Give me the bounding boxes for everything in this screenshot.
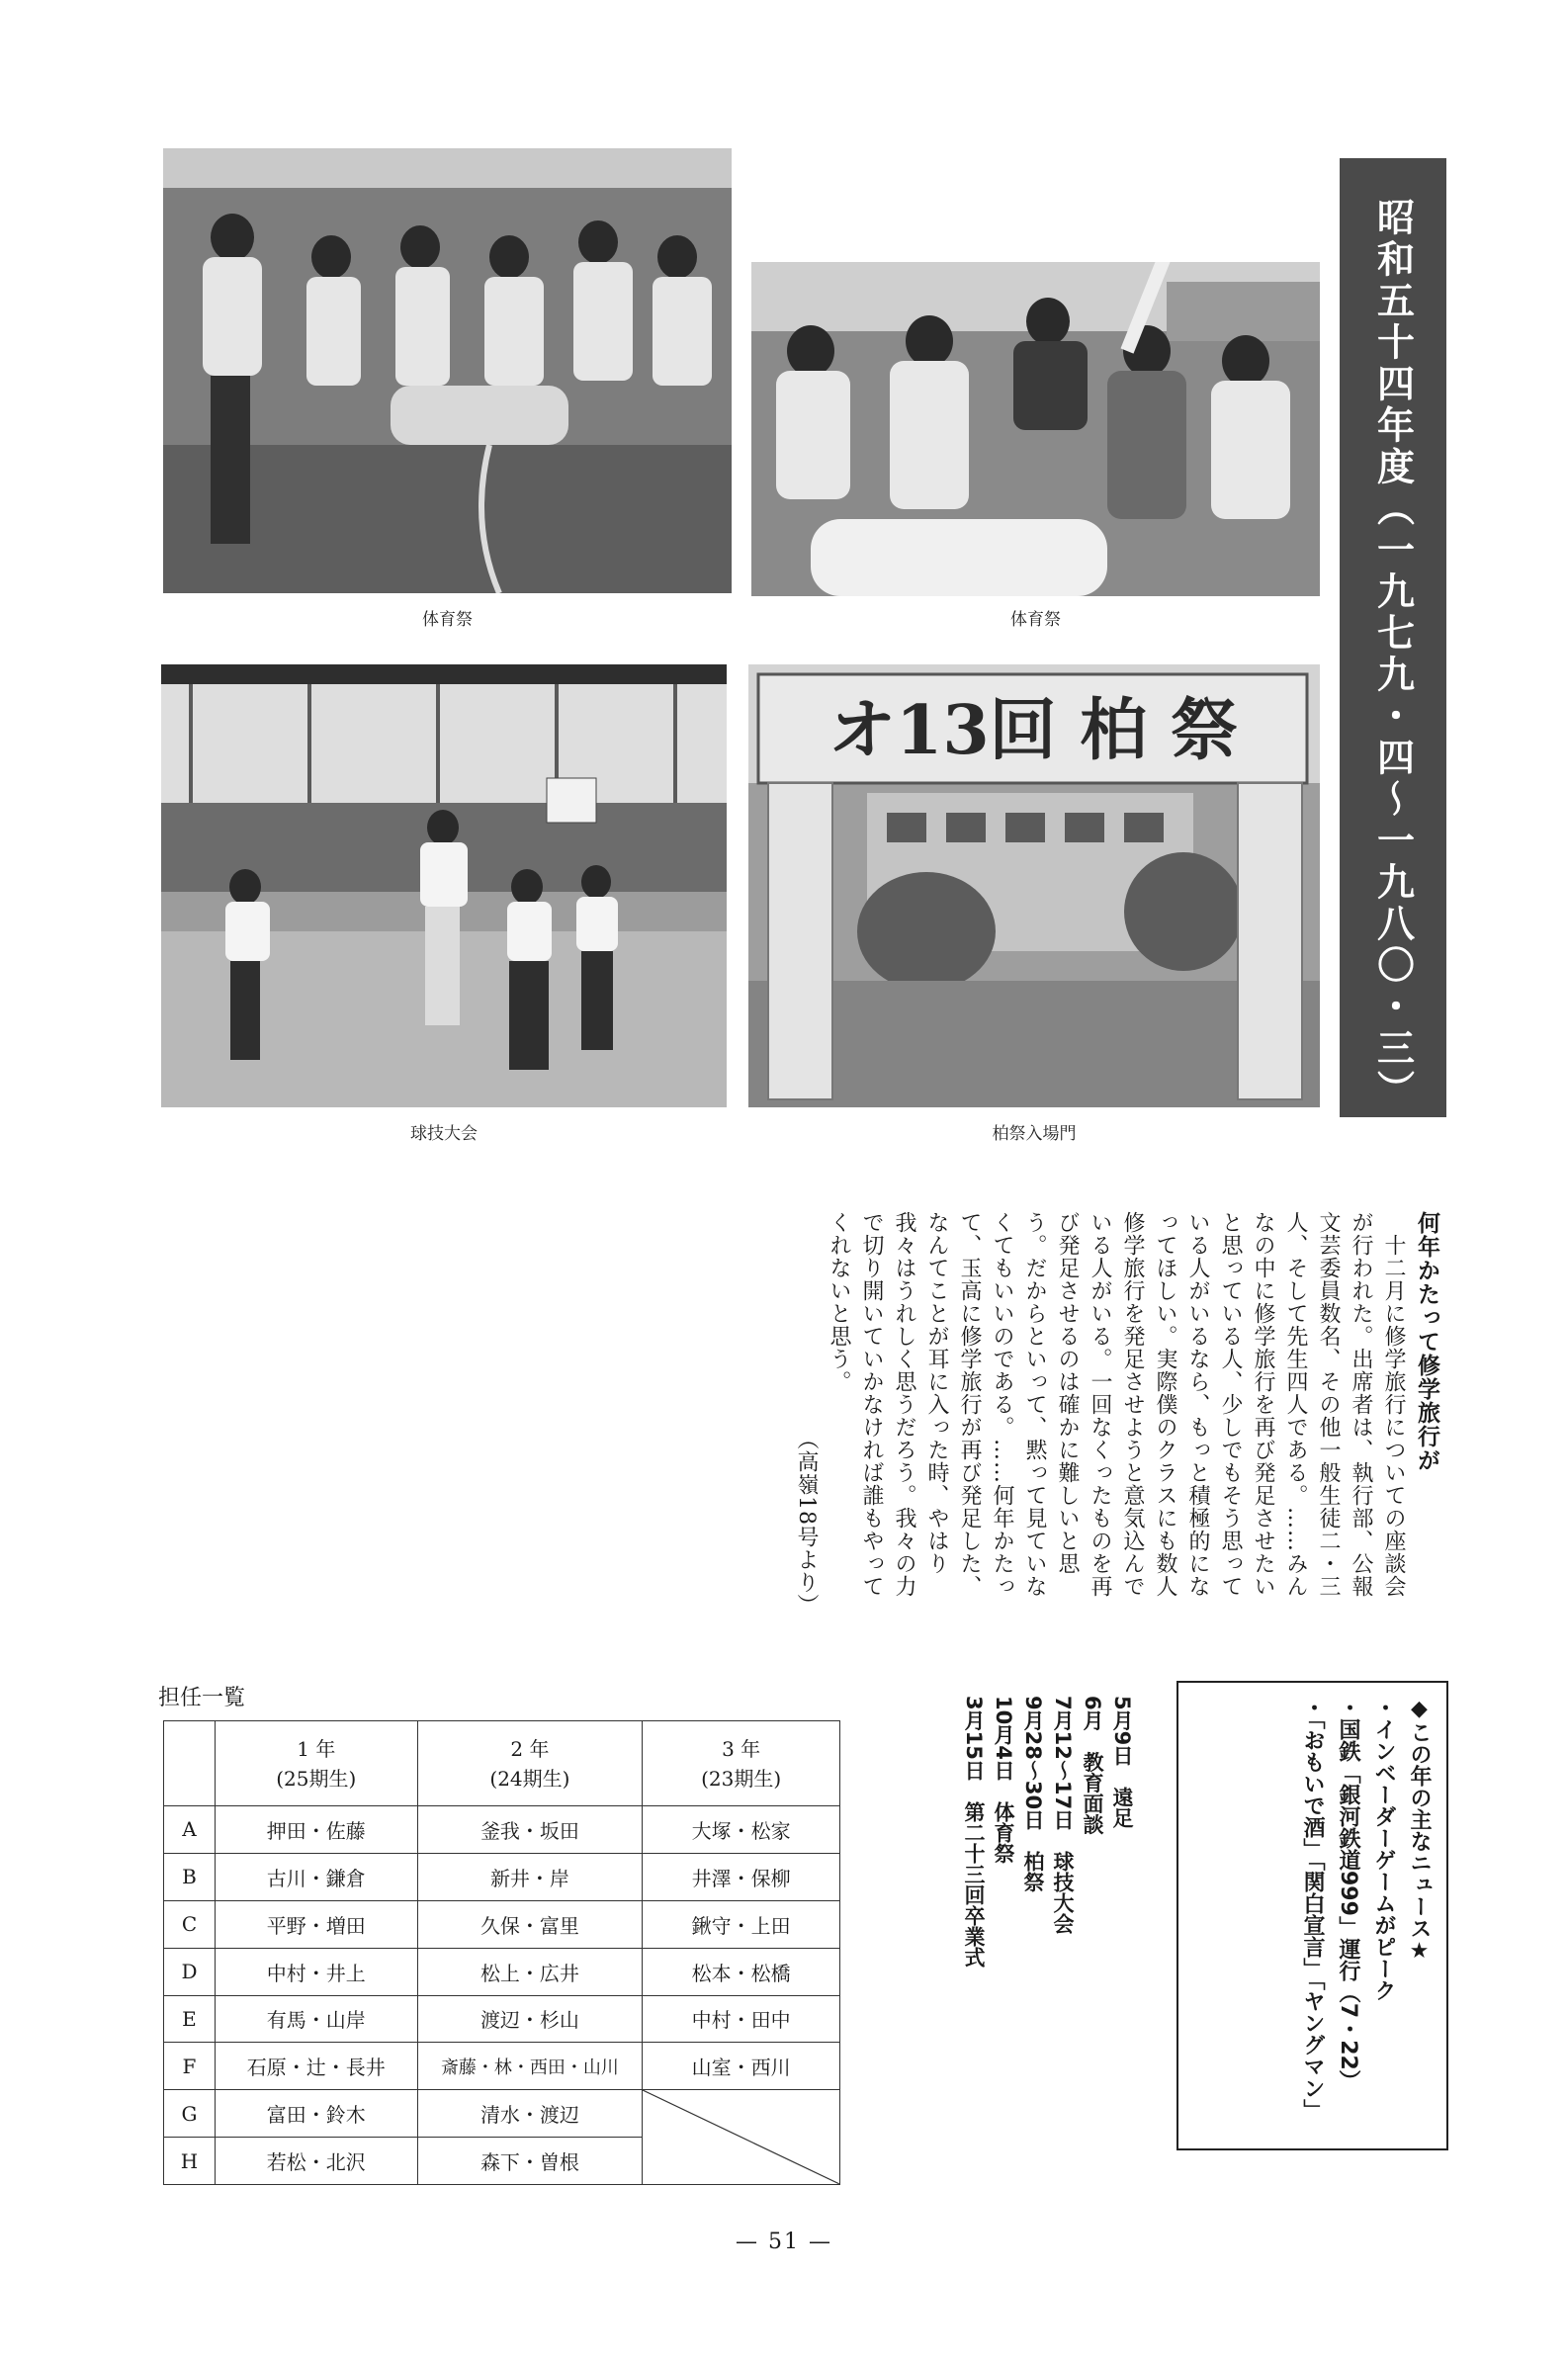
table-header-row [164, 1721, 840, 1806]
class-label: F [164, 2043, 216, 2090]
teacher-cell: 久保・富里 [417, 1900, 643, 1948]
table-row [164, 2090, 840, 2138]
teacher-cell: 有馬・山岸 [215, 1995, 417, 2043]
news-item: ・「おもいで酒」「関白宣言」「ヤングマン」 [1300, 1697, 1325, 2121]
teacher-cell: 富田・鈴木 [215, 2090, 417, 2138]
event-date: 9月28〜30日 [1021, 1696, 1045, 1831]
teacher-cell: 大塚・松家 [643, 1806, 840, 1854]
teacher-cell: 松本・松橋 [643, 1948, 840, 1995]
teacher-cell: 山室・西川 [643, 2043, 840, 2090]
event-date: 5月9日 [1110, 1696, 1134, 1767]
photo-caption: 体育祭 [1010, 610, 1061, 630]
teacher-cell: 森下・曽根 [417, 2138, 643, 2185]
event-name: 教育面談 [1081, 1751, 1104, 1835]
class-label: A [164, 1806, 216, 1854]
gate-sign-text: オ13回 柏 祭 [828, 691, 1238, 770]
teacher-cell: 中村・井上 [215, 1948, 417, 1995]
table-row [164, 2043, 840, 2090]
header-year-2: 2 年 (24期生) [417, 1721, 643, 1806]
photo-sports-day-2 [751, 262, 1320, 596]
homeroom-title: 担任一覧 [158, 1686, 246, 1710]
class-label: D [164, 1948, 216, 1995]
class-label: H [164, 2138, 216, 2185]
news-item: ・国鉄「銀河鉄道999」運行（7・22） [1336, 1697, 1360, 2092]
empty-diagonal-cell [643, 2090, 840, 2185]
page-number: — 51 — [736, 2230, 832, 2254]
photo-caption: 柏祭入場門 [992, 1124, 1077, 1144]
class-label: C [164, 1900, 216, 1948]
photo-sports-day-1 [163, 148, 732, 593]
table-row [164, 1806, 840, 1854]
article-body: 十二月に修学旅行についての座談会が行われた。出席者は、執行部、公報文芸委員数名、その他一般生徒二・三人、そして先生四人である。……みんなの中に修学旅行を再び発足させたいと思っている人、少しでもそう思っている人がいるなら、もっと積極的になってほしい。実際僕のクラスにも数人修学旅行を発足させようと意気込んでいる人がいる。一回なくったものを再び発足させるのは確かに難しいと思う。だからといって、黙って見ていなくてもいいのである。……何年かたって、玉高に修学旅行が再び発足した、なんてことが耳に入った時、やはり我々はうれしく思うだろう。我々の力で切り開いていかなければ誰もやってくれないと思う。 [827, 1211, 1406, 1598]
news-heading: ◆この年の主なニュース★ [1407, 1697, 1432, 1964]
event-date: 7月12〜17日 [1051, 1696, 1075, 1831]
teacher-cell: 石原・辻・長井 [215, 2043, 417, 2090]
event-date: 10月4日 [992, 1696, 1015, 1781]
class-label: B [164, 1853, 216, 1900]
photo-caption: 球技大会 [410, 1124, 478, 1144]
article-source: （高嶺18号より） [794, 1428, 819, 1617]
teacher-cell: 新井・岸 [417, 1853, 643, 1900]
news-item: ・インベーダーゲームがピーク [1371, 1697, 1396, 2001]
class-label: G [164, 2090, 216, 2138]
event-date: 6月 [1081, 1696, 1104, 1731]
events-list [900, 1696, 1137, 2111]
table-row [164, 1948, 840, 1995]
teacher-cell: 清水・渡辺 [417, 2090, 643, 2138]
photo-festival-gate [748, 664, 1320, 1107]
teacher-cell: 古川・鎌倉 [215, 1853, 417, 1900]
photo-caption: 体育祭 [422, 610, 473, 630]
event-name: 球技大会 [1051, 1851, 1075, 1935]
teacher-cell: 押田・佐藤 [215, 1806, 417, 1854]
teacher-cell: 井澤・保柳 [643, 1853, 840, 1900]
event-name: 遠足 [1110, 1787, 1134, 1829]
event-name: 柏祭 [1021, 1851, 1045, 1893]
teacher-cell: 松上・広井 [417, 1948, 643, 1995]
photo-ball-games [161, 664, 727, 1107]
teacher-cell: 若松・北沢 [215, 2138, 417, 2185]
header-empty-cell [164, 1721, 216, 1806]
homeroom-table [163, 1720, 840, 2185]
article-heading: 何年かたって修学旅行が [1414, 1211, 1439, 1472]
class-label: E [164, 1995, 216, 2043]
teacher-cell: 釜我・坂田 [417, 1806, 643, 1854]
table-row [164, 1853, 840, 1900]
table-row [164, 1900, 840, 1948]
event-name: 体育祭 [992, 1800, 1015, 1864]
header-year-1: 1 年 (25期生) [215, 1721, 417, 1806]
diagonal-line [643, 2090, 839, 2184]
page-title: 昭和五十四年度（一九七九・四〜一九八〇・三） [1340, 158, 1446, 1117]
teacher-cell: 鍬守・上田 [643, 1900, 840, 1948]
event-name: 第二十三回卒業式 [962, 1800, 986, 1968]
news-box [1176, 1681, 1448, 2150]
teacher-cell: 中村・田中 [643, 1995, 840, 2043]
header-year-3: 3 年 (23期生) [643, 1721, 840, 1806]
table-row [164, 1995, 840, 2043]
event-date: 3月15日 [962, 1696, 986, 1781]
teacher-cell: 平野・増田 [215, 1900, 417, 1948]
teacher-cell: 渡辺・杉山 [417, 1995, 643, 2043]
article [554, 1211, 1443, 1617]
teacher-cell: 斎藤・林・西田・山川 [417, 2043, 643, 2090]
